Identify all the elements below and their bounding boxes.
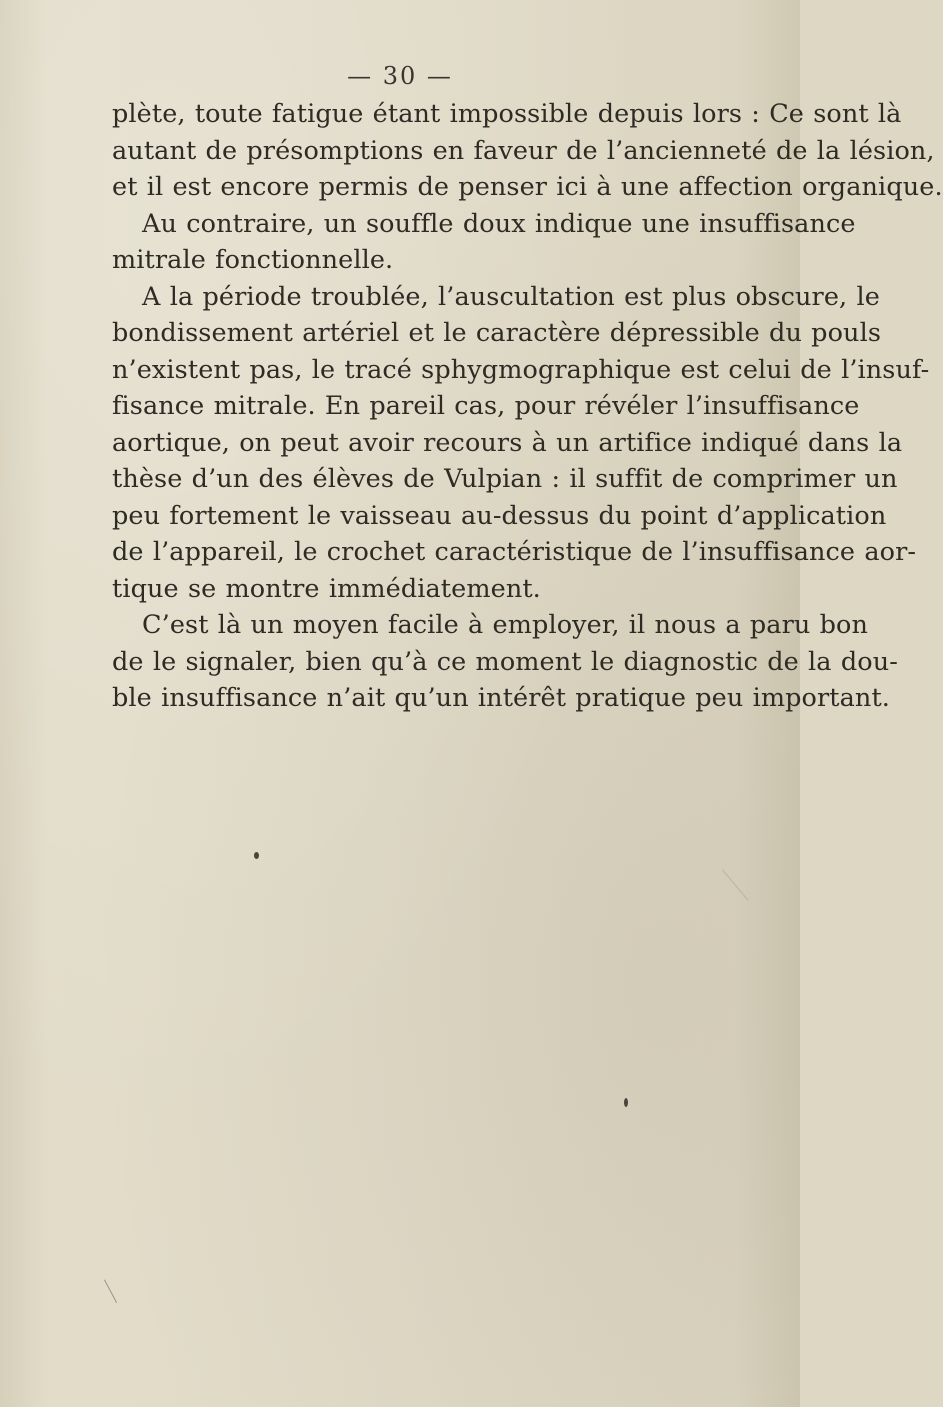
text-line: plète, toute fatigue étant impossible depuis lors : Ce sont là [112, 99, 902, 129]
ink-speck [254, 852, 259, 859]
text-line: fisance mitrale. En pareil cas, pour révéler l’insuffisance [112, 391, 860, 421]
text-line: bondissement artériel et le caractère dépressible du pouls [112, 318, 882, 348]
text-line: mitrale fonctionnelle. [112, 245, 394, 275]
text-line: n’existent pas, le tracé sphygmographique est celui de l’insuf- [112, 354, 930, 385]
page-number: — 30 — [347, 62, 453, 90]
paragraph-start-line: C’est là un moyen facile à employer, il nous a paru bon [142, 610, 869, 640]
text-line: de l’appareil, le crochet caractéristique de l’insuffisance aor- [112, 537, 917, 567]
text-line: aortique, on peut avoir recours à un artifice indiqué dans la [112, 427, 903, 458]
text-line: de le signaler, bien qu’à ce moment le diagnostic de la dou- [112, 646, 898, 677]
text-line: thèse d’un des élèves de Vulpian : il suffit de comprimer un [112, 464, 898, 494]
text-line: peu fortement le vaisseau au-dessus du point d’application [112, 500, 887, 531]
bleed-through-mark [104, 1280, 117, 1303]
text-line: et il est encore permis de penser ici à une affection organique. [112, 172, 943, 202]
paragraph-start-line: Au contraire, un souffle doux indique une insuffisance [142, 208, 856, 239]
body-text [112, 96, 943, 717]
paragraph-start-line: A la période troublée, l’auscultation est plus obscure, le [142, 281, 880, 312]
text-line: tique se montre immédiatement. [112, 573, 541, 604]
text-line: ble insuffisance n’ait qu’un intérêt pratique peu important. [112, 683, 891, 713]
ink-speck [624, 1098, 628, 1107]
bleed-through-mark [722, 869, 748, 900]
text-line: autant de présomptions en faveur de l’ancienneté de la lésion, [112, 135, 935, 166]
